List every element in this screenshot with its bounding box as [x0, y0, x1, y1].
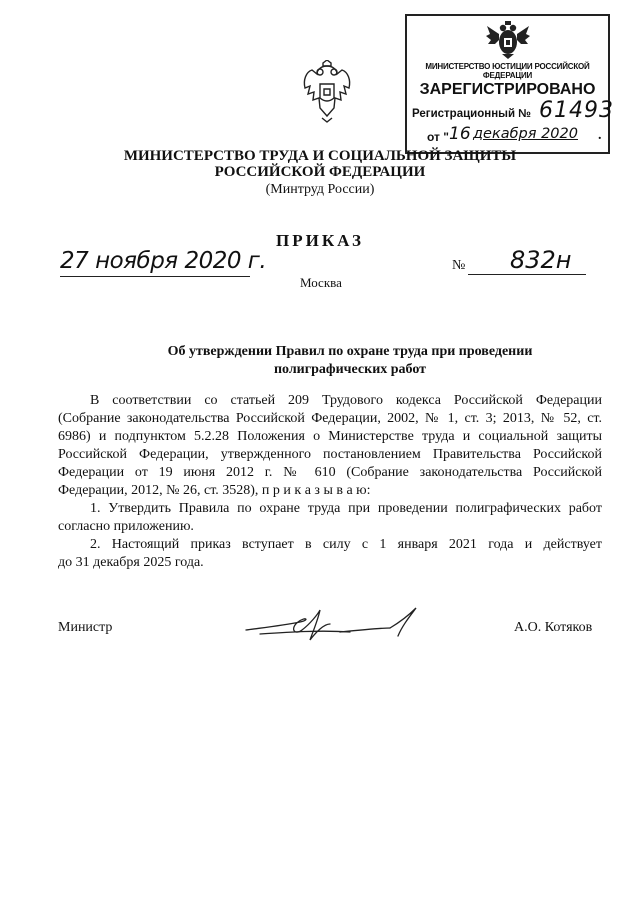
signature-position: Министр [58, 620, 113, 635]
body-line: 2. Настоящий приказ вступает в силу с 1 января 2021 года и действует [90, 537, 602, 552]
order-title: ПРИКАЗ [276, 231, 364, 250]
city: Москва [300, 275, 342, 290]
ministry-line1: МИНИСТЕРСТВО ТРУДА И СОЦИАЛЬНОЙ ЗАЩИТЫ [123, 148, 517, 164]
body-line: согласно приложению. [58, 519, 194, 534]
order-number-label: № [452, 258, 466, 273]
stamp-date-month-year: декабря 2020 [473, 126, 578, 142]
ministry-short: (Минтруд России) [265, 182, 375, 197]
stamp-date-day: 16 [449, 124, 471, 144]
order-number: 832н [510, 246, 572, 274]
date-underline [60, 276, 250, 277]
body-line: 6986) и подпунктом 5.2.28 Положения о Министерстве труда и социальной защиты [58, 429, 602, 444]
handwritten-signature [240, 606, 430, 646]
body-line: (Собрание законодательства Российской Федерации, 2002, № 1, ст. 3; 2013, № 52, ст. [58, 411, 602, 426]
stamp-date-suffix: . [598, 128, 602, 143]
body-line: В соответствии со статьей 209 Трудового кодекса Российской Федерации [90, 393, 602, 408]
subject-line1: Об утверждении Правил по охране труда при проведении [167, 344, 533, 359]
coat-of-arms-icon [300, 60, 354, 124]
number-underline [468, 274, 586, 275]
registration-stamp [405, 14, 614, 154]
order-date: 27 ноября 2020 г. [60, 248, 267, 274]
stamp-registered: ЗАРЕГИСТРИРОВАНО [419, 81, 596, 98]
body-line: Российской Федерации, утвержденного постановлением Правительства Российской [58, 447, 602, 462]
stamp-date-label [427, 130, 449, 144]
signature-name: А.О. Котяков [514, 620, 593, 635]
ministry-line2: РОССИЙСКОЙ ФЕДЕРАЦИИ [214, 164, 426, 180]
stamp-ministry: МИНИСТЕРСТВО ЮСТИЦИИ РОССИЙСКОЙ ФЕДЕРАЦИИ [425, 62, 590, 80]
stamp-reg-number-value: 61493 [539, 98, 614, 123]
stamp-emblem-icon [485, 20, 531, 60]
body-line: 1. Утвердить Правила по охране труда при проведении полиграфических работ [90, 501, 602, 516]
stamp-reg-number-label: Регистрационный № [412, 108, 532, 120]
body-line: Федерации от 19 июня 2012 г. № 610 (Собрание законодательства Российской [58, 465, 602, 480]
body-line: Федерации, 2012, № 26, ст. 3528), п р и к а з ы в а ю: [58, 483, 371, 498]
body-line: до 31 декабря 2025 года. [58, 555, 204, 570]
subject-line2: полиграфических работ [273, 362, 427, 377]
stamp-date-prefix: от " [427, 130, 449, 144]
